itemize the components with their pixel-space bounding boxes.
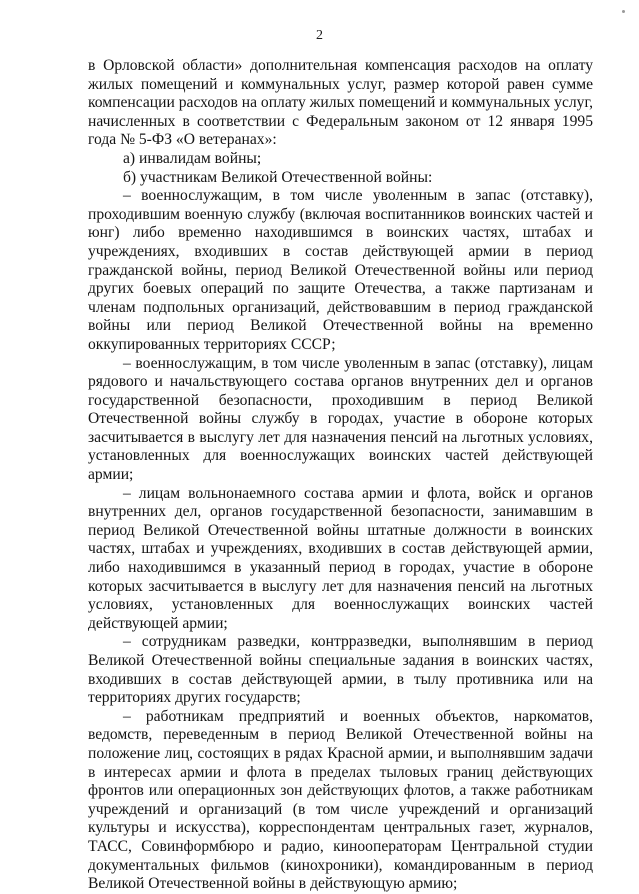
dash-item-workers: – работникам предприятий и военных объектов, наркоматов, ведомств, переведенным в период Великой Отечественной войны на положение лиц, состоящих в рядах Красной армии, и выполнявшим задачи в интересах армии и флота в пределах тыловых границ действующих фронтов или операционных зон действующих флотов, а также работникам учреждений и организаций (в том числе учреждений и организаций культуры и искусства), корреспондентам центральных газет, журналов, ТАСС, Совинформбюро и радио, кинооператорам Центральной студии документальных фильмов (кинохроники), командированным в период Великой Отечественной войны в действующую армию;: [88, 707, 593, 893]
list-item-a: а) инвалидам войны;: [123, 149, 262, 167]
scan-artifact-dot: [622, 10, 625, 13]
dash-item-intelligence: – сотрудникам разведки, контрразведки, выполнявшим в период Великой Отечественной войны специальные задания в воинских частях, входивших в состав действующей армии, в тылу противника или на территориях других государств;: [88, 633, 593, 707]
dash-item-civilian-staff: – лицам вольнонаемного состава армии и флота, войск и органов внутренних дел, органов государственной безопасности, занимавшим в период Великой Отечественной войны штатные должности в воинских частях, штабах и учреждениях, входивших в состав действующей армии, либо находившимся в указанный период в городах, участие в обороне которых засчитывается в выслугу лет для назначения пенсий на льготных условиях, установленных для военнослужащих воинских частей действующей армии;: [88, 484, 593, 632]
document-body: [88, 57, 593, 894]
page-number: 2: [316, 28, 323, 43]
list-item-b: б) участникам Великой Отечественной войны:: [123, 168, 433, 186]
paragraph-continuation: в Орловской области» дополнительная компенсация расходов на оплату жилых помещений и коммунальных услуг, размер которой равен сумме компенсации расходов на оплату жилых помещений и коммунальных услуг, начисленных в соответствии с Федеральным законом от 12 января 1995 года № 5-ФЗ «О ветеранах»:: [88, 57, 593, 149]
dash-item-interior-service: – военнослужащим, в том числе уволенным в запас (отставку), лицам рядового и начальствующего состава органов внутренних дел и органов государственной безопасности, проходившим в период Великой Отечественной войны службу в городах, участие в обороне которых засчитывается в выслугу лет для назначения пенсий на льготных условиях, установленных для военнослужащих воинских частей действующей армии;: [88, 354, 593, 484]
dash-item-military: – военнослужащим, в том числе уволенным в запас (отставку), проходившим военную службу (включая воспитанников воинских частей и юнг) либо временно находившимся в воинских частях, штабах и учреждениях, входивших в состав действующей армии в период гражданской войны, период Великой Отечественной войны или период других боевых операций по защите Отечества, а также партизанам и членам подпольных организаций, действовавшим в период гражданской войны или период Великой Отечественной войны на временно оккупированных территориях СССР;: [88, 187, 593, 353]
